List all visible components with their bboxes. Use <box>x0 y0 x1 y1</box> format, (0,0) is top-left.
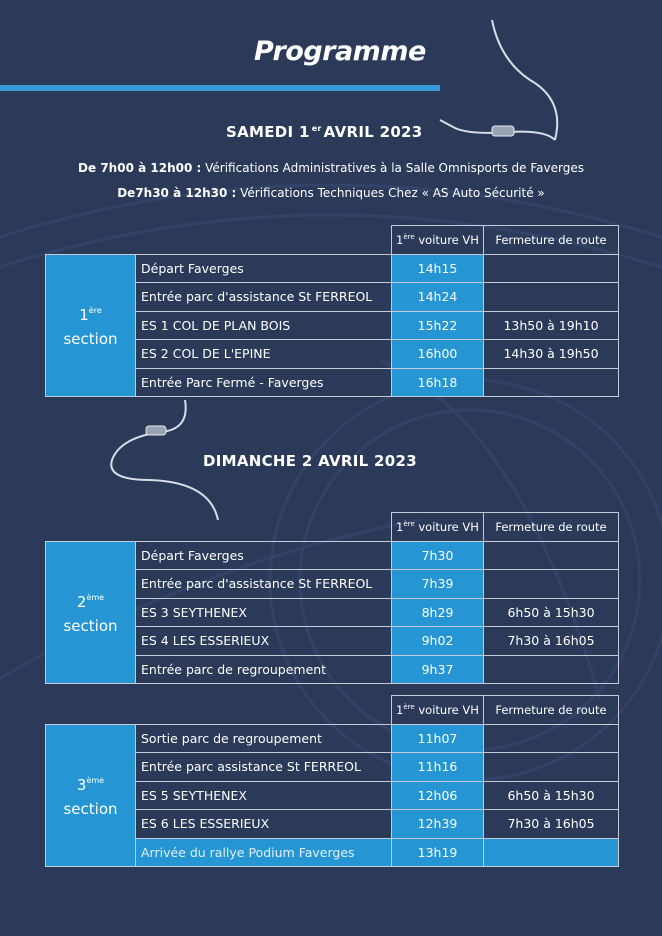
title-underline <box>0 85 440 91</box>
table-header-row <box>46 226 619 255</box>
road-closure-header: Fermeture de route <box>484 226 619 255</box>
road-closure <box>484 368 619 397</box>
info-time: De 7h00 à 12h00 : <box>78 161 202 175</box>
road-closure <box>484 541 619 570</box>
stage-time: 9h02 <box>392 627 484 656</box>
road-closure: 6h50 à 15h30 <box>484 781 619 810</box>
road-closure: 13h50 à 19h10 <box>484 311 619 340</box>
stage-time: 12h06 <box>392 781 484 810</box>
road-closure: 6h50 à 15h30 <box>484 598 619 627</box>
road-closure <box>484 570 619 599</box>
stage-label: Entrée Parc Fermé - Faverges <box>136 368 392 397</box>
cable-illustration-top <box>440 20 557 140</box>
road-closure-header: Fermeture de route <box>484 513 619 542</box>
saturday-info-2 <box>0 186 662 200</box>
saturday-day-prefix: SAMEDI 1 <box>226 123 310 141</box>
table-row <box>46 724 619 753</box>
sunday-heading: DIMANCHE 2 AVRIL 2023 <box>203 452 417 470</box>
section-label: 2ème section <box>46 541 136 684</box>
road-closure <box>484 838 619 867</box>
first-car-header: 1ère voiture VH <box>392 226 484 255</box>
cable-illustration-mid <box>111 400 218 520</box>
saturday-day-sup: er <box>311 124 322 133</box>
section-3-table <box>45 695 619 867</box>
stage-time: 16h00 <box>392 340 484 369</box>
stage-label: ES 4 LES ESSERIEUX <box>136 627 392 656</box>
stage-time: 7h30 <box>392 541 484 570</box>
table-row <box>46 541 619 570</box>
section-1-table <box>45 225 619 397</box>
stage-label: Entrée parc d'assistance St FERREOL <box>136 570 392 599</box>
stage-time: 14h15 <box>392 254 484 283</box>
stage-time: 14h24 <box>392 283 484 312</box>
road-closure-header: Fermeture de route <box>484 696 619 725</box>
stage-label: ES 6 LES ESSERIEUX <box>136 810 392 839</box>
stage-time: 11h07 <box>392 724 484 753</box>
stage-time: 8h29 <box>392 598 484 627</box>
stage-label: ES 3 SEYTHENEX <box>136 598 392 627</box>
stage-label: Entrée parc de regroupement <box>136 655 392 684</box>
info-time: De7h30 à 12h30 : <box>117 186 237 200</box>
info-text: Vérifications Techniques Chez « AS Auto Sécurité » <box>240 186 545 200</box>
stage-label: ES 2 COL DE L'EPINE <box>136 340 392 369</box>
stage-label: Entrée parc assistance St FERREOL <box>136 753 392 782</box>
stage-time: 9h37 <box>392 655 484 684</box>
stage-label: ES 1 COL DE PLAN BOIS <box>136 311 392 340</box>
section-label: 1ère section <box>46 254 136 397</box>
table-row <box>46 254 619 283</box>
stage-time: 11h16 <box>392 753 484 782</box>
stage-label: Arrivée du rallye Podium Faverges <box>136 838 392 867</box>
road-closure: 14h30 à 19h50 <box>484 340 619 369</box>
saturday-day-suffix: AVRIL 2023 <box>323 123 423 141</box>
first-car-header: 1ère voiture VH <box>392 513 484 542</box>
section-label: 3ème section <box>46 724 136 867</box>
table-header-row <box>46 513 619 542</box>
stage-label: Départ Faverges <box>136 541 392 570</box>
saturday-heading <box>226 123 423 141</box>
first-car-header: 1ère voiture VH <box>392 696 484 725</box>
stage-time: 13h19 <box>392 838 484 867</box>
stage-time: 12h39 <box>392 810 484 839</box>
page-title: Programme <box>254 36 426 67</box>
road-closure <box>484 283 619 312</box>
stage-label: Entrée parc d'assistance St FERREOL <box>136 283 392 312</box>
stage-label: ES 5 SEYTHENEX <box>136 781 392 810</box>
section-2-table <box>45 512 619 684</box>
stage-time: 7h39 <box>392 570 484 599</box>
stage-time: 15h22 <box>392 311 484 340</box>
road-closure <box>484 753 619 782</box>
stage-label: Départ Faverges <box>136 254 392 283</box>
stage-time: 16h18 <box>392 368 484 397</box>
table-header-row <box>46 696 619 725</box>
info-text: Vérifications Administratives à la Salle Omnisports de Faverges <box>205 161 584 175</box>
road-closure <box>484 655 619 684</box>
road-closure <box>484 724 619 753</box>
road-closure: 7h30 à 16h05 <box>484 810 619 839</box>
saturday-info-1 <box>0 161 662 175</box>
stage-label: Sortie parc de regroupement <box>136 724 392 753</box>
road-closure <box>484 254 619 283</box>
road-closure: 7h30 à 16h05 <box>484 627 619 656</box>
